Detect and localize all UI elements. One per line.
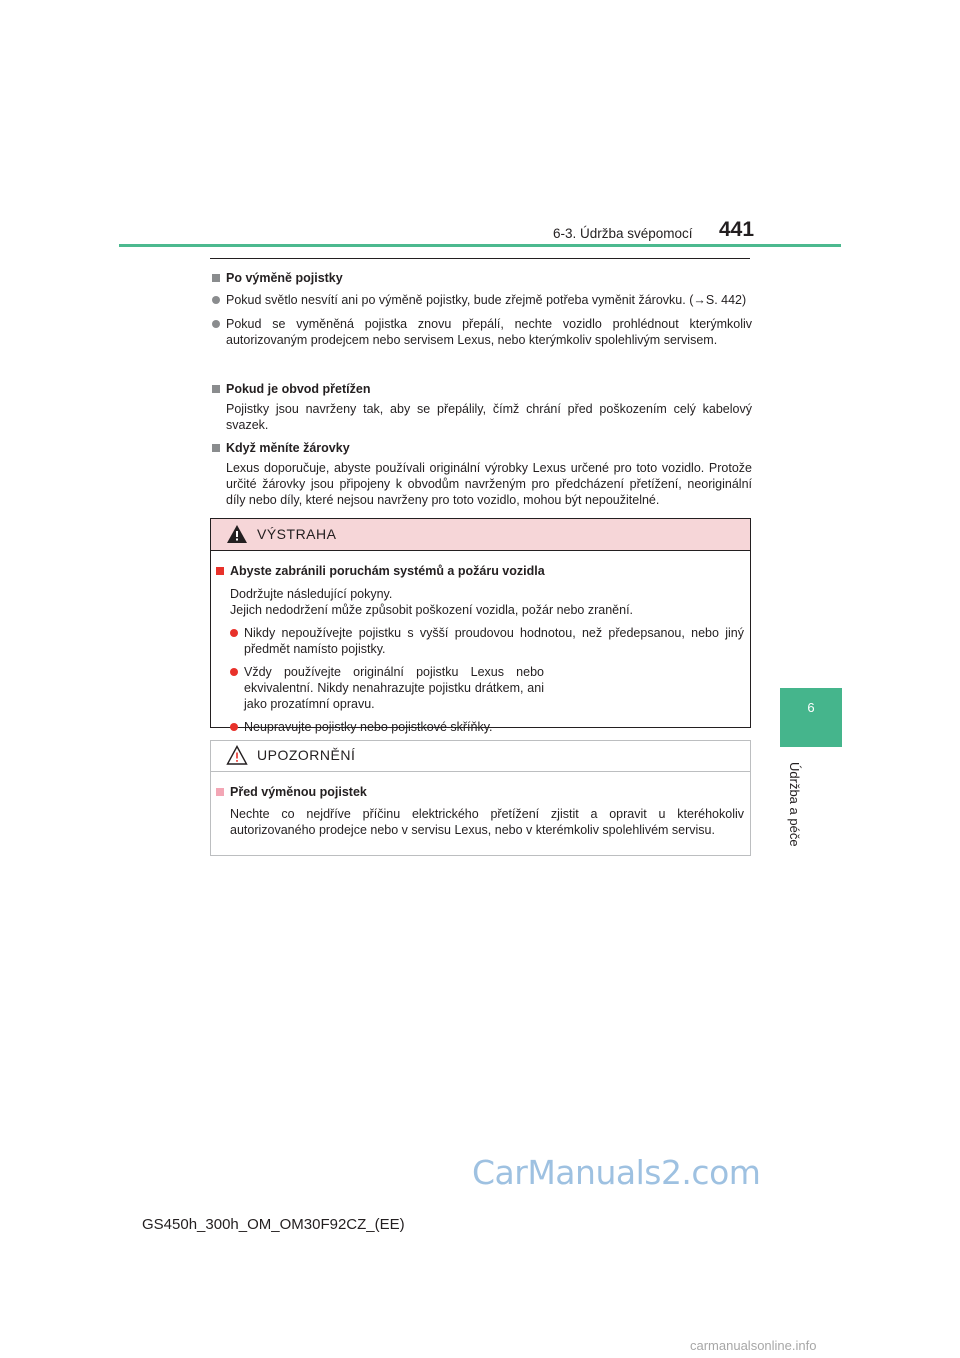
warning-heading: Abyste zabránili poruchám systémů a požáru vozidla [216, 563, 744, 579]
warning-body [216, 563, 744, 735]
list-item: Nikdy nepoužívejte pojistku s vyšší proudovou hodnotou, než předepsanou, nebo jiný předmět namísto pojistky. [230, 625, 744, 657]
watermark-url: carmanualsonline.info [690, 1338, 817, 1353]
section-after-fuse-replacement [212, 270, 752, 348]
list-item: Vždy používejte originální pojistku Lexus nebo ekvivalentní. Nikdy nenahrazujte pojistku drátkem, ani jako prozatímní opravu. [230, 664, 544, 712]
list-item: Pokud se vyměněná pojistka znovu přepálí, nechte vozidlo prohlédnout kterýmkoliv autorizovaným prodejcem nebo servisem Lexus, nebo kterýmkoliv spolehlivým servisem. [212, 316, 752, 348]
watermark-logo: CarManuals2.com [472, 1153, 761, 1192]
notice-body [216, 784, 744, 838]
section-circuit-overloaded [212, 381, 752, 433]
notice-box [210, 740, 751, 856]
chapter-title: Údržba a péče [787, 762, 802, 847]
chapter-tab [780, 688, 842, 747]
footer-document-code: GS450h_300h_OM_OM30F92CZ_(EE) [142, 1216, 405, 1233]
warning-title: VÝSTRAHA [257, 526, 337, 542]
warning-triangle-icon [226, 524, 248, 544]
section-replacing-bulbs [212, 440, 752, 508]
notice-text: Nechte co nejdříve příčinu elektrického přetížení zjistit a opravit u kteréhokoliv autorizovaného prodejce nebo v servisu Lexus, nebo v kterémkoliv spolehlivém servisu. [230, 807, 744, 837]
caution-triangle-icon [226, 745, 248, 765]
warning-header [211, 519, 750, 551]
warning-box [210, 518, 751, 734]
header-rule [119, 244, 841, 247]
page-number: 441 [719, 218, 755, 241]
section-title: 6-3. Údržba svépomocí [553, 226, 693, 241]
content-top-rule [210, 258, 750, 259]
notice-header [211, 741, 750, 772]
list-item: Pokud světlo nesvítí ani po výměně pojistky, bude zřejmě potřeba vyměnit žárovku. (→S. 442) [212, 292, 752, 308]
section-heading: Pokud je obvod přetížen [212, 381, 752, 397]
section-heading: Po výměně pojistky [212, 270, 752, 286]
notice-title: UPOZORNĚNÍ [257, 747, 356, 763]
warning-intro-line: Dodržujte následující pokyny. [230, 587, 393, 601]
section-text: Pojistky jsou navrženy tak, aby se přepálily, čímž chrání před poškozením celý kabelový svazek. [226, 402, 752, 432]
warning-intro-line: Jejich nedodržení může způsobit poškození vozidla, požár nebo zranění. [230, 603, 634, 617]
notice-heading: Před výměnou pojistek [216, 784, 744, 800]
list-item: Neupravujte pojistky nebo pojistkové skříňky. [230, 719, 744, 735]
section-heading: Když měníte žárovky [212, 440, 752, 456]
chapter-number: 6 [807, 700, 815, 715]
section-text: Lexus doporučuje, abyste používali originální výrobky Lexus určené pro toto vozidlo. Protože určité žárovky jsou připojeny k obvodům navrženým pro předcházení přetížení, neoriginální díly nebo díly, které nejsou navrženy pro toto vozidlo, mohou být nepoužitelné. [226, 461, 752, 507]
